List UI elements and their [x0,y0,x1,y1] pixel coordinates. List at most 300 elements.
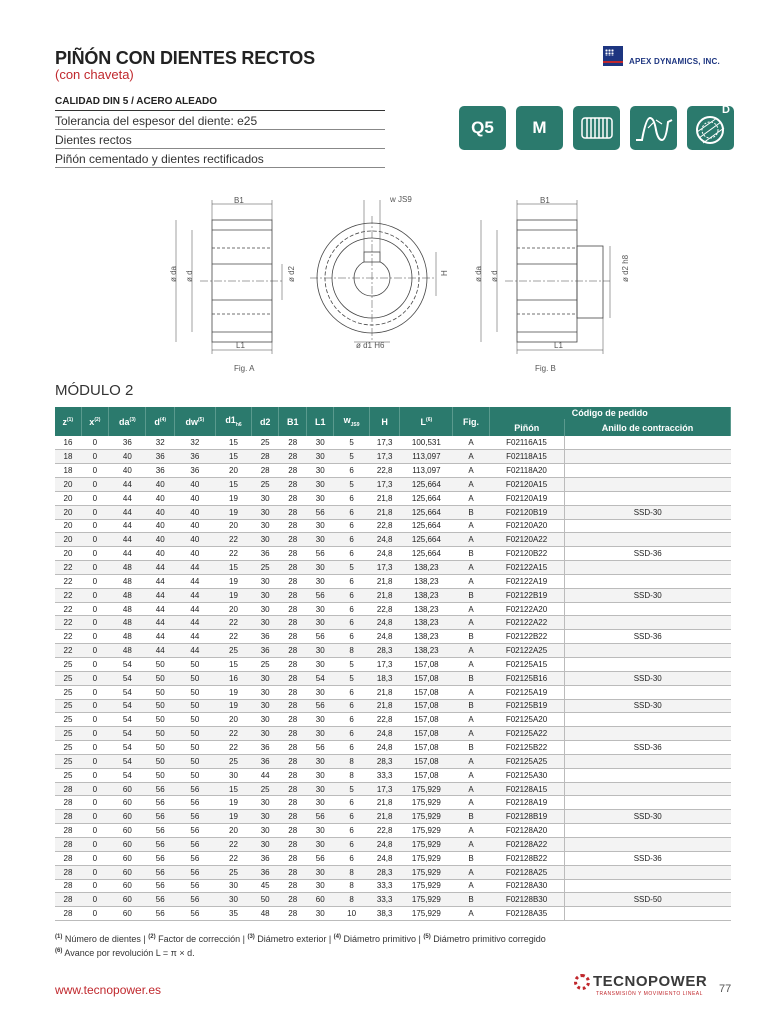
table-row [55,588,731,602]
table-cell: 22 [55,588,81,602]
col-dw: $dw^{(5)}$ [175,407,216,436]
table-cell: 44 [252,768,279,782]
table-cell: 44 [146,602,175,616]
table-cell: 50 [146,713,175,727]
table-cell: 56 [146,782,175,796]
table-cell: F02125A30 [489,768,564,782]
table-cell: 28 [279,907,307,921]
table-cell: 0 [81,699,109,713]
table-cell: 56 [307,588,334,602]
table-cell: 24,8 [370,616,400,630]
table-cell: 157,08 [400,768,453,782]
table-cell: 18 [55,464,81,478]
table-cell: 0 [81,478,109,492]
table-cell: 56 [146,865,175,879]
table-cell: 19 [215,574,252,588]
table-cell: 24,8 [370,837,400,851]
table-cell: 24,8 [370,547,400,561]
table-cell: 0 [81,671,109,685]
table-cell: 40 [175,491,216,505]
table-cell: 0 [81,810,109,824]
table-cell: 5 [334,478,370,492]
table-cell: 56 [175,810,216,824]
table-cell: 28 [279,616,307,630]
table-cell: SSD-36 [564,630,730,644]
table-cell: 60 [109,782,146,796]
table-cell [564,865,730,879]
table-cell: 56 [175,851,216,865]
table-cell: 30 [307,865,334,879]
table-cell: 56 [307,547,334,561]
table-cell: 48 [109,630,146,644]
table-cell: 22 [215,851,252,865]
table-cell: 28 [279,851,307,865]
table-row [55,893,731,907]
table-cell: 30 [307,824,334,838]
table-cell: 30 [307,768,334,782]
table-cell: 28 [55,851,81,865]
table-cell: SSD-30 [564,810,730,824]
table-cell: 0 [81,879,109,893]
table-cell: 30 [252,616,279,630]
table-cell: 50 [175,713,216,727]
table-cell: 44 [175,574,216,588]
table-row [55,754,731,768]
table-row [55,602,731,616]
table-cell: 54 [307,671,334,685]
table-cell: 24,8 [370,851,400,865]
table-cell: A [453,907,489,921]
table-row [55,630,731,644]
table-cell: 56 [146,824,175,838]
table-cell: 28 [279,879,307,893]
table-cell [564,519,730,533]
table-cell: 19 [215,588,252,602]
d2-label-a: ø d2 [287,265,296,282]
table-cell: 24,8 [370,630,400,644]
table-cell: 44 [109,491,146,505]
table-cell: F02122A19 [489,574,564,588]
table-cell: 28 [279,574,307,588]
table-cell: 22 [215,616,252,630]
table-cell: B [453,588,489,602]
hardened-icon [687,106,734,150]
table-cell: 28 [279,893,307,907]
table-cell: 30 [307,907,334,921]
table-cell: 30 [252,699,279,713]
table-cell: 20 [55,547,81,561]
table-cell: B [453,810,489,824]
table-cell: 6 [334,602,370,616]
table-cell: 175,929 [400,907,453,921]
table-cell: 28 [279,644,307,658]
table-cell: 5 [334,671,370,685]
table-cell: 22,8 [370,519,400,533]
table-cell: SSD-36 [564,547,730,561]
table-cell: 157,08 [400,713,453,727]
table-cell: 28 [279,450,307,464]
table-cell: 40 [146,505,175,519]
technical-drawings [150,190,640,380]
table-cell: 56 [175,796,216,810]
table-cell: A [453,658,489,672]
table-cell: A [453,491,489,505]
table-row [55,491,731,505]
table-cell: 40 [109,464,146,478]
table-cell: B [453,630,489,644]
table-cell: 138,23 [400,561,453,575]
table-cell: 56 [146,893,175,907]
h-label: H [440,270,449,276]
table-cell: 22 [55,644,81,658]
table-cell: 15 [215,478,252,492]
table-cell: 175,929 [400,851,453,865]
ground-teeth-icon [630,106,677,150]
table-cell: 16 [215,671,252,685]
table-cell: 30 [252,837,279,851]
table-cell: 125,664 [400,533,453,547]
table-cell: 28 [55,824,81,838]
table-cell: 28 [55,893,81,907]
table-cell: A [453,768,489,782]
table-cell: 157,08 [400,699,453,713]
table-cell: 22 [55,574,81,588]
table-cell: 30 [215,879,252,893]
table-cell: 175,929 [400,782,453,796]
table-cell: 28 [279,436,307,450]
table-cell: 19 [215,491,252,505]
table-cell: 175,929 [400,796,453,810]
table-cell: A [453,533,489,547]
table-cell: 0 [81,505,109,519]
table-cell: 28 [279,491,307,505]
table-cell: 6 [334,491,370,505]
table-cell: 30 [252,671,279,685]
footnotes [55,931,735,959]
table-cell: 48 [109,602,146,616]
table-cell: 30 [252,505,279,519]
table-cell: 175,929 [400,865,453,879]
table-cell: 50 [175,671,216,685]
table-cell: 44 [146,588,175,602]
table-cell: 33,3 [370,893,400,907]
table-cell: A [453,727,489,741]
table-cell: B [453,671,489,685]
table-cell: 28 [279,685,307,699]
table-cell: 56 [175,865,216,879]
table-cell: 28 [279,699,307,713]
table-cell: 54 [109,768,146,782]
table-row [55,727,731,741]
d-label-b: ø d [490,270,499,282]
table-cell [564,782,730,796]
table-cell: 21,8 [370,505,400,519]
table-cell: 25 [252,436,279,450]
table-cell: 19 [215,810,252,824]
table-cell: F02128A15 [489,782,564,796]
table-cell: 20 [215,519,252,533]
table-cell: 28 [279,602,307,616]
table-cell: 0 [81,574,109,588]
b1-label-a: B1 [234,196,244,205]
table-cell: F02125A25 [489,754,564,768]
col-z: $z^{(1)}$ [55,407,81,436]
table-cell: 48 [252,907,279,921]
table-cell: 21,8 [370,699,400,713]
table-cell: 28 [55,879,81,893]
table-cell: F02125B16 [489,671,564,685]
table-cell: 0 [81,754,109,768]
table-cell: 0 [81,464,109,478]
table-cell: 0 [81,851,109,865]
table-cell: 50 [146,671,175,685]
table-cell: 56 [146,837,175,851]
table-cell: 30 [252,602,279,616]
table-cell: 36 [109,436,146,450]
table-cell: 5 [334,450,370,464]
table-cell: 30 [307,782,334,796]
table-cell: 25 [55,699,81,713]
table-cell: 28 [279,768,307,782]
hardened-d-mark: D [722,104,730,116]
table-cell: F02125A19 [489,685,564,699]
table-cell: 25 [215,644,252,658]
table-cell: 0 [81,436,109,450]
table-cell: 44 [175,602,216,616]
table-cell: 54 [109,741,146,755]
table-row [55,741,731,755]
table-cell: 30 [307,450,334,464]
table-cell: F02128A35 [489,907,564,921]
table-cell: 50 [252,893,279,907]
table-cell: 44 [175,616,216,630]
table-cell: 30 [252,810,279,824]
table-cell: 30 [252,713,279,727]
table-cell: 175,929 [400,837,453,851]
table-cell: 25 [55,658,81,672]
table-cell: 17,3 [370,561,400,575]
table-cell: B [453,893,489,907]
table-cell: 30 [307,519,334,533]
table-cell: A [453,574,489,588]
table-cell: F02122B19 [489,588,564,602]
table-cell: 50 [175,768,216,782]
table-cell: 44 [175,644,216,658]
table-cell: 56 [307,851,334,865]
table-cell: 8 [334,768,370,782]
table-row [55,574,731,588]
table-row [55,533,731,547]
table-cell: 5 [334,561,370,575]
table-cell: 0 [81,547,109,561]
table-cell: 0 [81,616,109,630]
table-cell: 28,3 [370,865,400,879]
table-row [55,616,731,630]
table-cell: F02128A30 [489,879,564,893]
table-cell: 30 [252,519,279,533]
table-cell: 28 [55,796,81,810]
table-row [55,713,731,727]
table-cell: 22 [215,741,252,755]
table-cell: F02120A15 [489,478,564,492]
website-link[interactable]: www.tecnopower.es [55,983,162,997]
table-cell: 15 [215,561,252,575]
table-cell: F02122A25 [489,644,564,658]
table-cell: 44 [175,588,216,602]
col-d2: d2 [252,407,279,436]
table-cell: 60 [109,893,146,907]
table-cell: 19 [215,699,252,713]
table-cell: 25 [55,727,81,741]
table-cell: 40 [109,450,146,464]
table-cell [564,574,730,588]
table-cell: 25 [252,658,279,672]
table-cell [564,491,730,505]
table-cell: 20 [215,464,252,478]
table-cell: 50 [146,699,175,713]
table-cell: 36 [252,741,279,755]
table-cell: 0 [81,491,109,505]
table-cell: 20 [55,519,81,533]
table-row [55,907,731,921]
table-cell: 40 [175,547,216,561]
table-cell [564,907,730,921]
table-cell: 56 [175,782,216,796]
table-cell: 138,23 [400,588,453,602]
table-cell: 5 [334,436,370,450]
table-cell: 56 [307,810,334,824]
table-row [55,851,731,865]
table-row [55,478,731,492]
table-cell: 25 [55,685,81,699]
table-cell: 17,3 [370,436,400,450]
module-heading: MÓDULO 2 [55,382,134,399]
table-cell: 28 [279,464,307,478]
table-cell: F02128B19 [489,810,564,824]
table-row [55,671,731,685]
table-cell: 6 [334,851,370,865]
table-cell: 28 [55,837,81,851]
table-cell: A [453,478,489,492]
table-cell: 0 [81,533,109,547]
table-cell: 33,3 [370,879,400,893]
table-cell: 0 [81,768,109,782]
table-cell: A [453,754,489,768]
table-cell: 6 [334,630,370,644]
table-cell: 30 [307,478,334,492]
apex-logo [603,46,720,66]
table-cell: 44 [109,505,146,519]
table-cell: 60 [307,893,334,907]
table-cell: 0 [81,741,109,755]
table-cell: 25 [215,754,252,768]
table-cell: F02128A22 [489,837,564,851]
table-cell: F02125B22 [489,741,564,755]
table-cell: SSD-36 [564,851,730,865]
table-cell: 24,8 [370,533,400,547]
table-row [55,824,731,838]
table-cell: 30 [307,796,334,810]
table-cell: 30 [252,574,279,588]
table-row [55,810,731,824]
table-row [55,879,731,893]
table-cell: 125,664 [400,505,453,519]
table-cell: 30 [307,837,334,851]
table-cell: 22 [55,561,81,575]
table-cell: 40 [146,478,175,492]
table-cell: 175,929 [400,893,453,907]
table-cell: 40 [175,519,216,533]
table-row [55,796,731,810]
table-cell: 45 [252,879,279,893]
straight-teeth-icon [573,106,620,150]
table-cell: 22 [55,616,81,630]
table-cell [564,533,730,547]
table-cell: 6 [334,574,370,588]
da-label-b: ø da [474,265,483,282]
col-d: $d^{(4)}$ [146,407,175,436]
table-row [55,450,731,464]
table-cell [564,685,730,699]
table-cell: SSD-50 [564,893,730,907]
table-cell: 44 [175,630,216,644]
table-cell: 24,8 [370,741,400,755]
table-cell: 48 [109,561,146,575]
table-cell: 60 [109,851,146,865]
table-cell: 60 [109,810,146,824]
table-cell: 6 [334,837,370,851]
table-cell [564,824,730,838]
table-cell: 30 [307,464,334,478]
table-cell: 40 [175,533,216,547]
table-cell: 40 [146,533,175,547]
table-cell: A [453,782,489,796]
table-cell: F02128A20 [489,824,564,838]
table-cell: 44 [146,574,175,588]
table-cell: 157,08 [400,741,453,755]
table-cell: F02125A22 [489,727,564,741]
table-cell: 6 [334,685,370,699]
table-cell: 15 [215,436,252,450]
table-cell: 25 [55,741,81,755]
table-cell: 20 [215,824,252,838]
table-cell: 17,3 [370,478,400,492]
table-cell: A [453,796,489,810]
table-cell: 25 [215,865,252,879]
table-cell: 8 [334,754,370,768]
table-cell: 15 [215,450,252,464]
table-cell: 0 [81,713,109,727]
table-cell: 44 [146,644,175,658]
table-cell: 20 [55,491,81,505]
table-cell: 48 [109,574,146,588]
table-cell: 36 [252,754,279,768]
table-cell [564,768,730,782]
gear-icon [574,974,590,990]
fig-a-caption: Fig. A [234,364,255,373]
table-cell: B [453,505,489,519]
table-cell [564,561,730,575]
col-fig: Fig. [453,407,489,436]
table-row [55,865,731,879]
table-cell: 6 [334,824,370,838]
table-cell: 44 [109,478,146,492]
table-row [55,837,731,851]
col-w: $w_{JS9}$ [334,407,370,436]
table-cell: 22 [215,630,252,644]
table-cell: 30 [215,768,252,782]
table-cell: 54 [109,699,146,713]
